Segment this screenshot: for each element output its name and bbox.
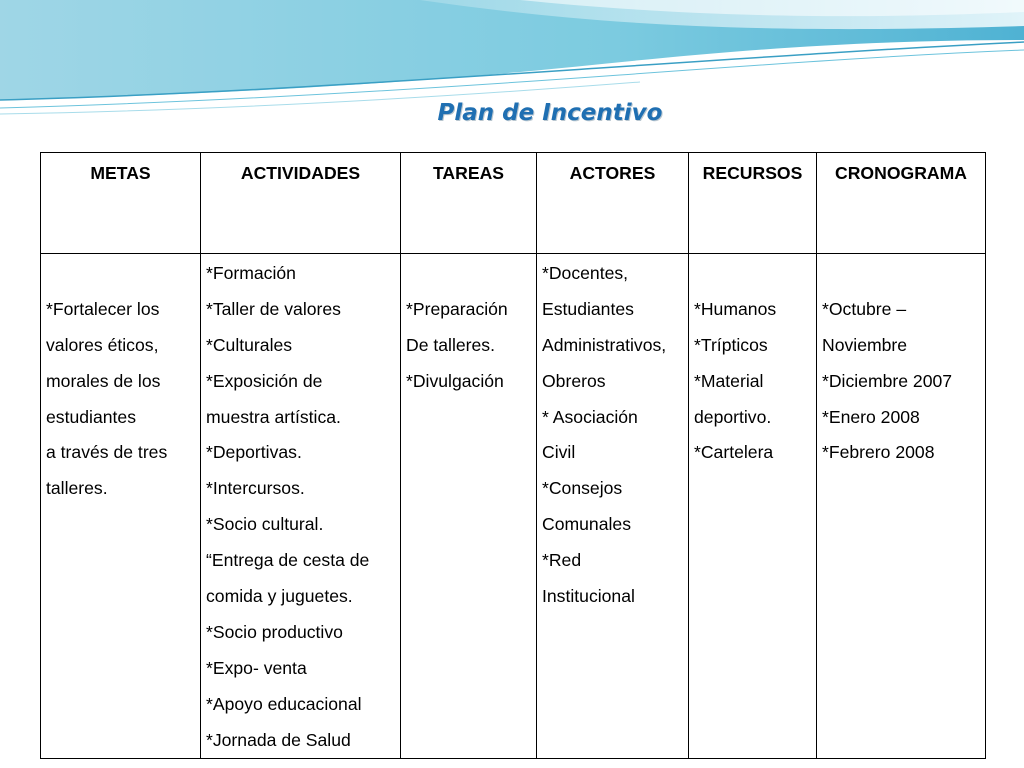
cell-line: *Enero 2008 bbox=[822, 406, 920, 427]
cell-line: “Entrega de cesta de bbox=[206, 550, 370, 571]
cell-metas bbox=[41, 254, 201, 759]
table-header-row bbox=[41, 153, 986, 254]
cell-actores bbox=[537, 254, 689, 759]
cell-line: *Octubre – bbox=[822, 298, 907, 319]
cell-line: *Formación bbox=[206, 263, 296, 283]
cell-line: *Taller de valores bbox=[206, 298, 341, 319]
cell-line: *Diciembre 2007 bbox=[822, 370, 953, 391]
header-tareas: TAREAS bbox=[401, 153, 537, 254]
cell-line: morales de los bbox=[46, 370, 161, 391]
cell-cronograma bbox=[817, 254, 986, 759]
cell-recursos bbox=[689, 254, 817, 759]
cell-line: *Cartelera bbox=[694, 442, 774, 463]
cell-tareas bbox=[401, 254, 537, 759]
slide-title: Plan de Incentivo bbox=[437, 100, 663, 126]
cell-line: *Deportivas. bbox=[206, 442, 302, 463]
cell-line: comida y juguetes. bbox=[206, 586, 353, 607]
cell-line: *Socio productivo bbox=[206, 621, 343, 642]
cell-line: *Fortalecer los bbox=[46, 298, 160, 319]
cell-line: *Preparación bbox=[406, 298, 508, 319]
cell-line: Civil bbox=[542, 442, 576, 463]
cell-line: *Culturales bbox=[206, 334, 293, 355]
cell-line: estudiantes bbox=[46, 406, 136, 427]
cell-line: *Consejos bbox=[542, 478, 623, 499]
cell-line: talleres. bbox=[46, 478, 108, 499]
cell-line: * Asociación bbox=[542, 406, 638, 427]
cell-line: Administrativos, bbox=[542, 334, 667, 355]
cell-line: *Material bbox=[694, 370, 764, 391]
cell-line: *Expo- venta bbox=[206, 657, 307, 678]
cell-line: Noviembre bbox=[822, 334, 908, 355]
cell-line: Estudiantes bbox=[542, 298, 634, 319]
cell-line: *Red bbox=[542, 550, 582, 571]
cell-line: *Trípticos bbox=[694, 334, 768, 355]
cell-line: deportivo. bbox=[694, 406, 772, 427]
cell-line: *Socio cultural. bbox=[206, 514, 324, 535]
cell-line: Obreros bbox=[542, 370, 606, 391]
cell-line: *Intercursos. bbox=[206, 478, 305, 499]
header-actores: ACTORES bbox=[537, 153, 689, 254]
cell-line bbox=[401, 256, 536, 292]
cell-line: Comunales bbox=[542, 514, 631, 535]
cell-line: De talleres. bbox=[406, 334, 495, 355]
header-recursos: RECURSOS bbox=[689, 153, 817, 254]
plan-table bbox=[40, 152, 986, 759]
cell-line: a través de tres bbox=[46, 442, 168, 463]
header-metas: METAS bbox=[41, 153, 201, 254]
cell-line: *Exposición de bbox=[206, 370, 323, 391]
cell-line bbox=[689, 256, 816, 292]
header-cronograma: CRONOGRAMA bbox=[817, 153, 986, 254]
table-row bbox=[41, 254, 986, 759]
cell-actividades bbox=[201, 254, 401, 759]
cell-line: valores éticos, bbox=[46, 334, 159, 355]
cell-line: *Divulgación bbox=[406, 370, 504, 391]
cell-line bbox=[817, 256, 985, 292]
cell-line: *Humanos bbox=[694, 298, 777, 319]
cell-line: *Jornada de Salud bbox=[206, 729, 351, 750]
cell-line bbox=[41, 256, 200, 292]
cell-line: *Febrero 2008 bbox=[822, 442, 935, 463]
header-actividades: ACTIVIDADES bbox=[201, 153, 401, 254]
cell-line: muestra artística. bbox=[206, 406, 341, 427]
cell-line: *Docentes, bbox=[542, 263, 629, 283]
cell-line: *Apoyo educacional bbox=[206, 693, 362, 714]
cell-line: Institucional bbox=[542, 586, 635, 607]
